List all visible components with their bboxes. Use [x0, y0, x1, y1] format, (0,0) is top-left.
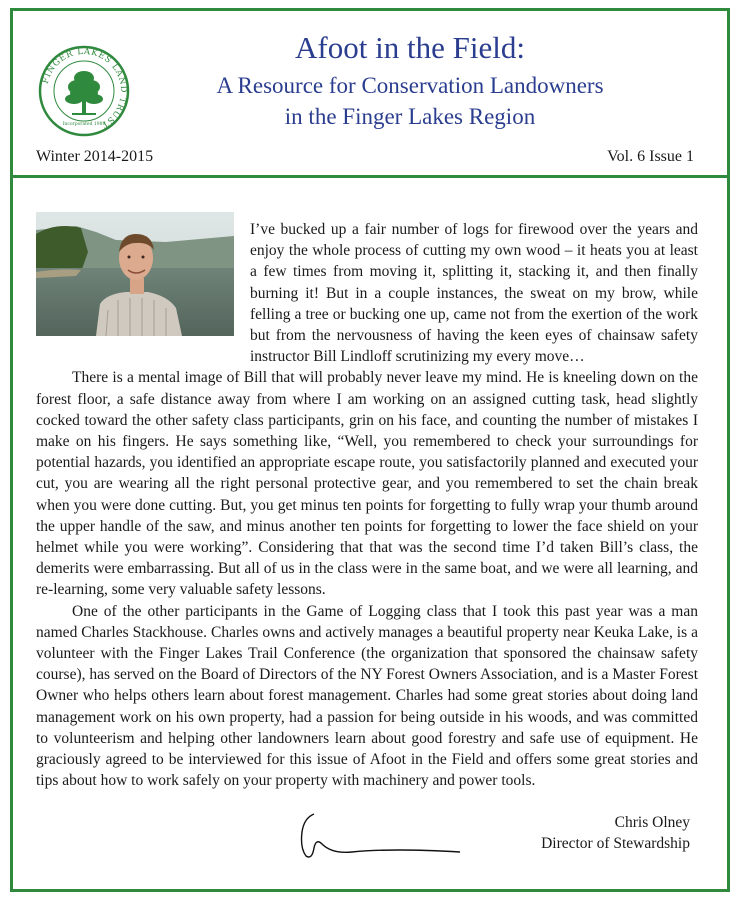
- newsletter-title: Afoot in the Field:: [295, 30, 525, 65]
- article-paragraph-3: One of the other participants in the Game of Logging class that I took this past year was a man named Charles Stackhouse. Charles owns and actively manages a beautiful property near Keuka Lake, is a volunteer with the Finger Lakes Trail Conference (the organization that sponsored the chainsaw safety course), has served on the Board of Directors of the NY Forest Owners Association, and is a Master Forest Owner who helps others learn about forest management. Charles had some great stories about doing land management work on his own property, had a passion for being outside in his woods, and was committed to volunteerism and helping other landowners learn about good forestry and safe use of equipment. He graciously agreed to be interviewed for this issue of Afoot in the Field and offers some great stories and tips about how to work safely on your property with machinery and power tools.: [36, 602, 698, 790]
- signature-icon: [292, 808, 462, 860]
- issue-volume: Vol. 6 Issue 1: [607, 148, 694, 165]
- author-title: Director of Stewardship: [541, 835, 690, 852]
- newsletter-subtitle: [140, 70, 680, 132]
- header-divider: [10, 175, 730, 178]
- subtitle-line-1: A Resource for Conservation Landowners: [216, 73, 604, 98]
- photo-spacer: [36, 219, 250, 347]
- article-paragraph-2: There is a mental image of Bill that will probably never leave my mind. He is kneeling down on the forest floor, a safe distance away from where I am working on an assigned cutting task, head slightly cocked toward the other safety class participants, grin on his face, and counting the number of mistakes I make on his fingers. He says something like, “Well, you remembered to check your surroundings for potential hazards, you identified an appropriate escape route, you satisfactorily planned and executed your cut, you are wearing all the right personal protective gear, and you remembered to set the chain break when you were done cutting. But, you get minus ten points for forgetting to fully wrap your thumb around the upper handle of the saw, and minus another ten points for forgetting to lower the face shield on your helmet while you were working”. Considering that that was the second time I’d taken Bill’s class, the demerits were embarrassing. But all of us in the class were in the same boat, and we were all learning, and re-learning, some very valuable safety lessons.: [36, 369, 698, 599]
- article-body: [36, 219, 698, 791]
- issue-date: Winter 2014-2015: [36, 148, 154, 165]
- logo-subtext: Incorporated 1989: [62, 122, 106, 127]
- subtitle-line-2: in the Finger Lakes Region: [284, 104, 536, 129]
- logo-text: FINGER LAKES LAND TRUST: [40, 46, 129, 131]
- tree-icon: [65, 71, 103, 115]
- article-paragraph-1: I’ve bucked up a fair number of logs for firewood over the years and enjoy the whole process of cutting my own wood – it heats you at least a few times from moving it, splitting it, stacking it, and then finally burning it! But in a couple instances, the sweat on my brow, while felling a tree or bucking one up, came not from the exertion of the work but from the nervousness of having the keen eyes of chainsaw safety instructor Bill Lindloff scrutinizing my every move…: [250, 221, 698, 366]
- land-trust-logo: [38, 45, 130, 137]
- author-name: Chris Olney: [614, 814, 690, 831]
